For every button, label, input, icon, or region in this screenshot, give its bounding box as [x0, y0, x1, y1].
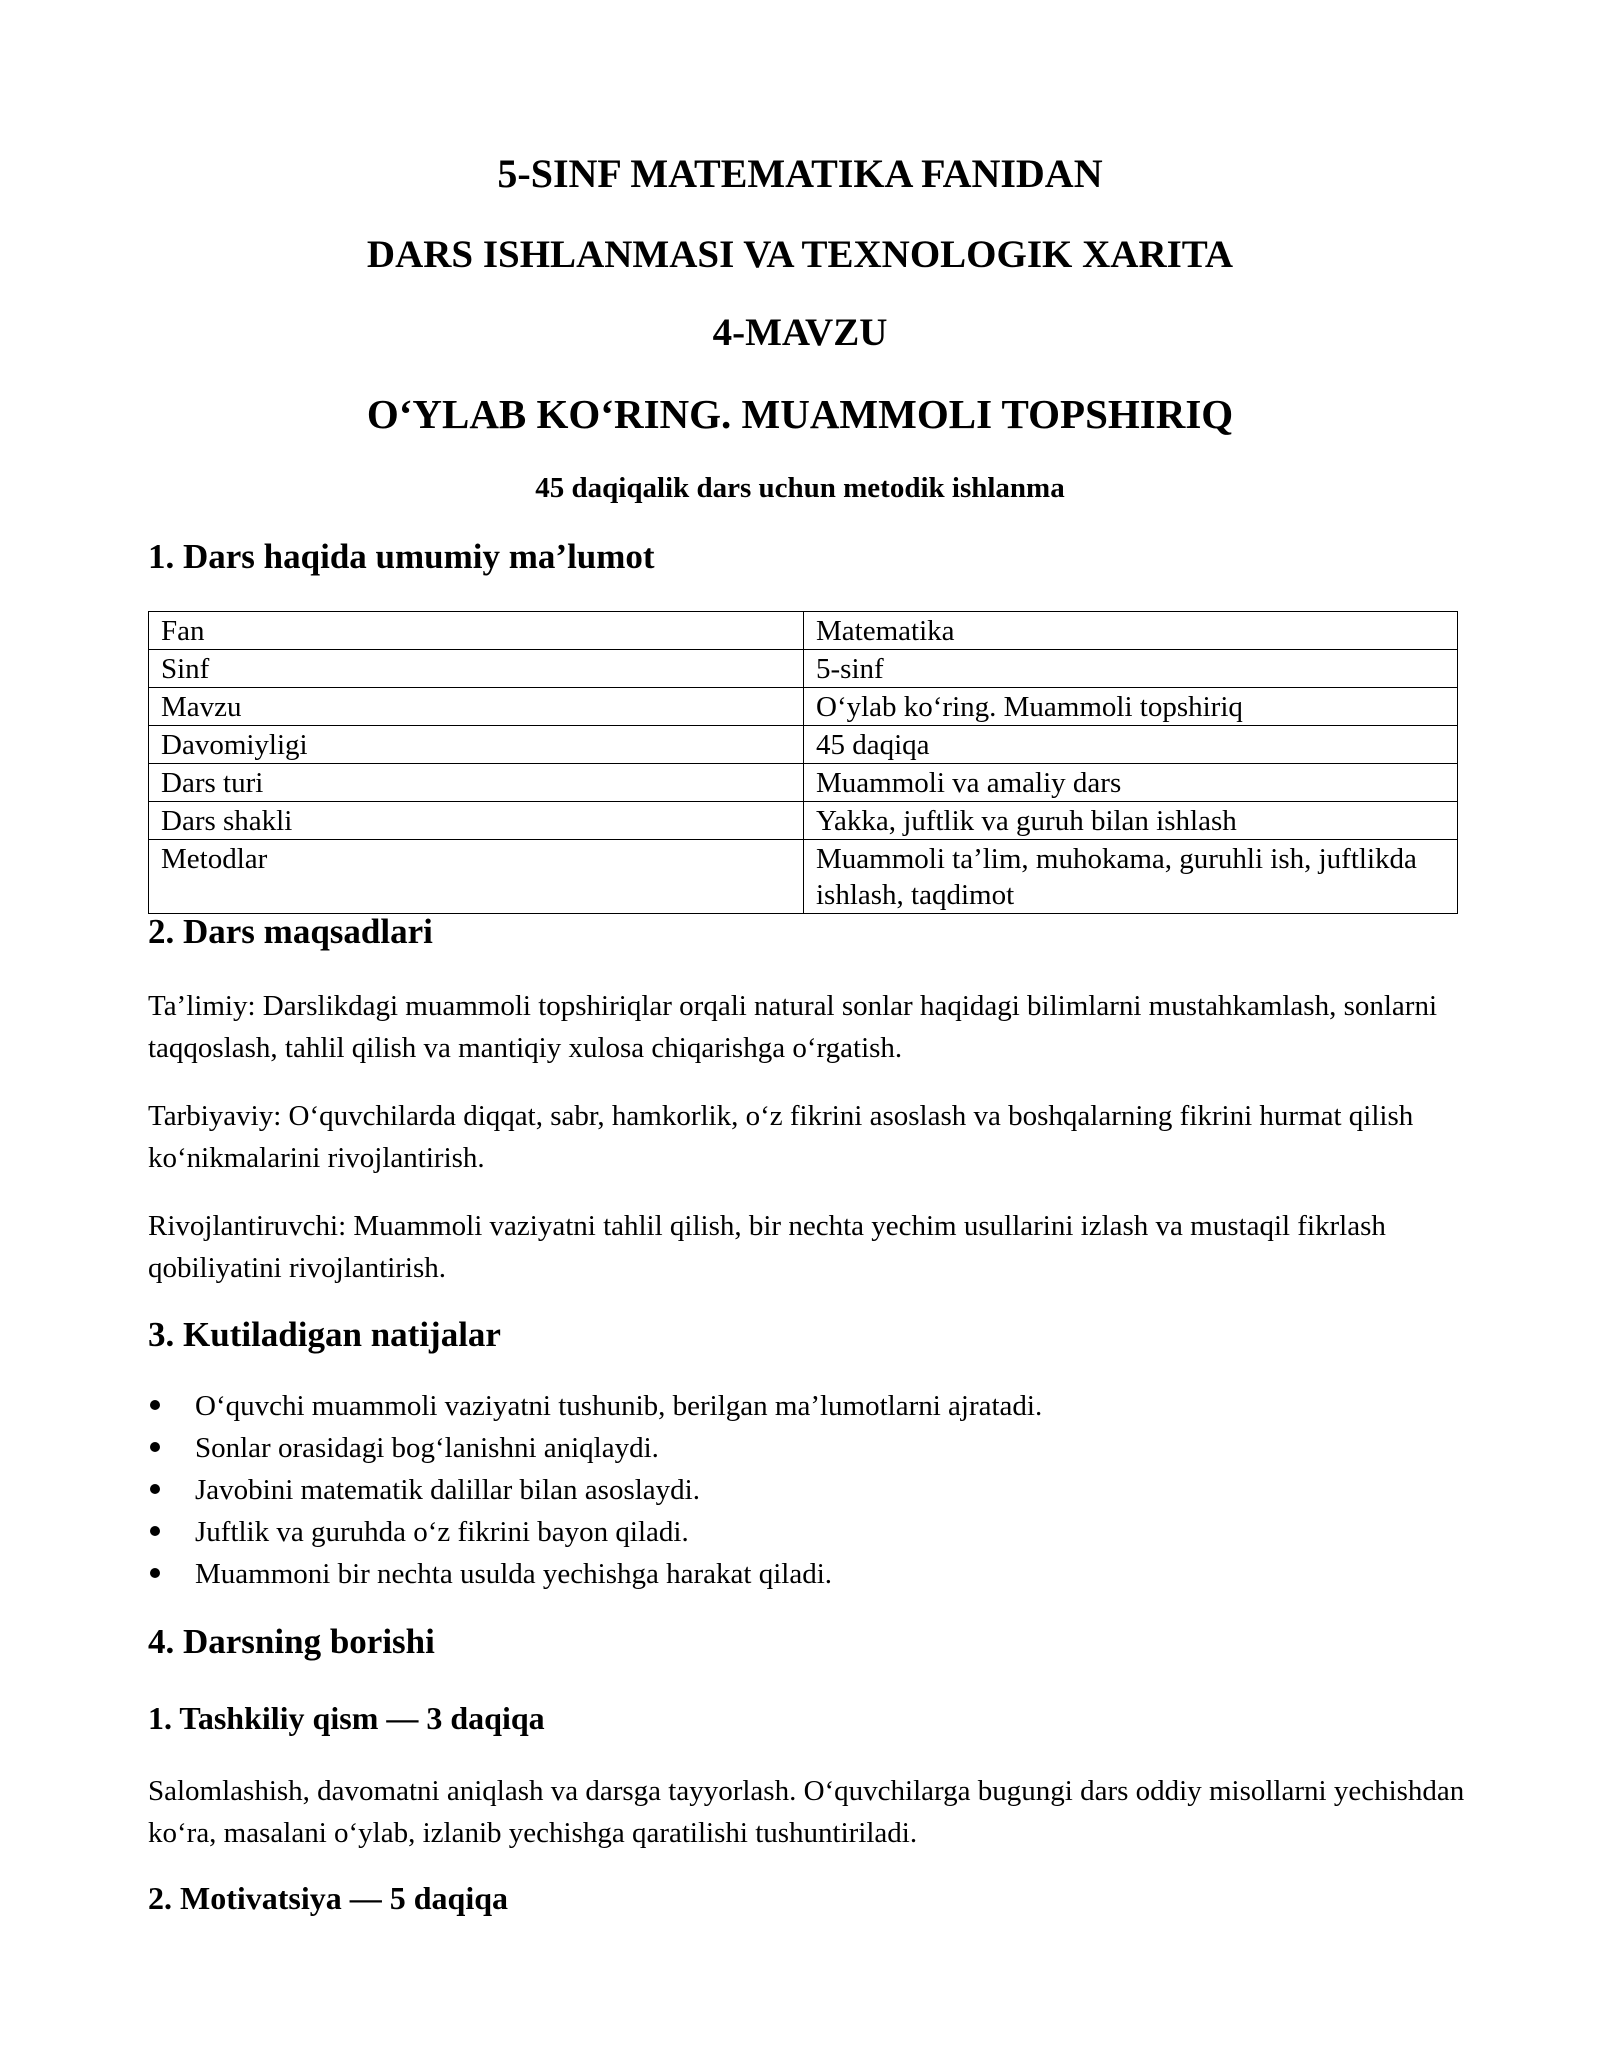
table-row — [149, 688, 1458, 726]
table-cell-value: O‘ylab ko‘ring. Muammoli topshiriq — [804, 688, 1458, 726]
table-cell-label: Dars shakli — [149, 802, 804, 840]
goal-developmental: Rivojlantiruvchi: Muammoli vaziyatni tahlil qilish, bir nechta yechim usullarini izlash va mustaqil fikrlash qobiliyatini rivojlantirish. — [148, 1210, 1386, 1284]
expected-results-list — [148, 1385, 1042, 1595]
bullet-icon — [150, 1568, 160, 1578]
table-row — [149, 802, 1458, 840]
table-cell-value: 45 daqiqa — [804, 726, 1458, 764]
list-item-text: O‘quvchi muammoli vaziyatni tushunib, berilgan ma’lumotlarni ajratadi. — [195, 1390, 1043, 1422]
table-cell-label: Fan — [149, 612, 804, 650]
table-cell-value: Muammoli ta’lim, muhokama, guruhli ish, juftlikda ishlash, taqdimot — [804, 840, 1458, 914]
list-item — [148, 1427, 1042, 1469]
bullet-icon — [150, 1484, 160, 1494]
table-cell-label: Dars turi — [149, 764, 804, 802]
table-cell-value: 5-sinf — [804, 650, 1458, 688]
list-item — [148, 1553, 1042, 1595]
step-heading-organizational: 1. Tashkiliy qism — 3 daqiqa — [148, 1700, 545, 1736]
list-item — [148, 1469, 1042, 1511]
topic-title: O‘YLAB KO‘RING. MUAMMOLI TOPSHIRIQ — [366, 391, 1234, 437]
step-text-organizational: Salomlashish, davomatni aniqlash va darsga tayyorlash. O‘quvchilarga bugungi dars oddiy misollarni yechishdan ko‘ra, masalani o‘ylab, izlanib yechishga qaratilishi tushuntiriladi. — [148, 1775, 1465, 1849]
table-cell-value: Matematika — [804, 612, 1458, 650]
table-row — [149, 612, 1458, 650]
table-cell-label: Sinf — [149, 650, 804, 688]
doc-title: 5-SINF MATEMATIKA FANIDAN — [497, 151, 1103, 196]
topic-number: 4-MAVZU — [712, 311, 888, 354]
bullet-icon — [150, 1526, 160, 1536]
doc-title-line2: DARS ISHLANMASI VA TEXNOLOGIK XARITA — [366, 233, 1234, 276]
table-row — [149, 764, 1458, 802]
table-row — [149, 840, 1458, 914]
section-heading-goals: 2. Dars maqsadlari — [148, 912, 433, 951]
table-cell-value: Muammoli va amaliy dars — [804, 764, 1458, 802]
table-row — [149, 726, 1458, 764]
list-item — [148, 1385, 1042, 1427]
doc-subtitle: 45 daqiqalik dars uchun metodik ishlanma — [535, 472, 1065, 504]
table-cell-label: Mavzu — [149, 688, 804, 726]
list-item-text: Sonlar orasidagi bog‘lanishni aniqlaydi. — [195, 1432, 659, 1464]
list-item — [148, 1511, 1042, 1553]
section-heading-lesson-flow: 4. Darsning borishi — [148, 1622, 435, 1661]
list-item-text: Muammoni bir nechta usulda yechishga harakat qiladi. — [195, 1558, 833, 1590]
table-cell-label: Metodlar — [149, 840, 804, 914]
general-info-table — [148, 611, 1458, 914]
goal-upbringing: Tarbiyaviy: O‘quvchilarda diqqat, sabr, hamkorlik, o‘z fikrini asoslash va boshqalarning fikrini hurmat qilish ko‘nikmalarini rivojlantirish. — [148, 1100, 1414, 1174]
table-row — [149, 650, 1458, 688]
goal-educational: Ta’limiy: Darslikdagi muammoli topshiriqlar orqali natural sonlar haqidagi bilimlarni mustahkamlash, sonlarni taqqoslash, tahlil qilish va mantiqiy xulosa chiqarishga o‘rgatish. — [148, 990, 1438, 1064]
table-cell-value: Yakka, juftlik va guruh bilan ishlash — [804, 802, 1458, 840]
section-heading-expected-results: 3. Kutiladigan natijalar — [148, 1315, 501, 1354]
list-item-text: Javobini matematik dalillar bilan asoslaydi. — [195, 1474, 700, 1506]
section-heading-general-info: 1. Dars haqida umumiy ma’lumot — [148, 537, 655, 576]
bullet-icon — [150, 1442, 160, 1452]
list-item-text: Juftlik va guruhda o‘z fikrini bayon qiladi. — [195, 1516, 689, 1548]
step-heading-motivation: 2. Motivatsiya — 5 daqiqa — [148, 1880, 509, 1916]
table-cell-label: Davomiyligi — [149, 726, 804, 764]
bullet-icon — [150, 1400, 160, 1410]
